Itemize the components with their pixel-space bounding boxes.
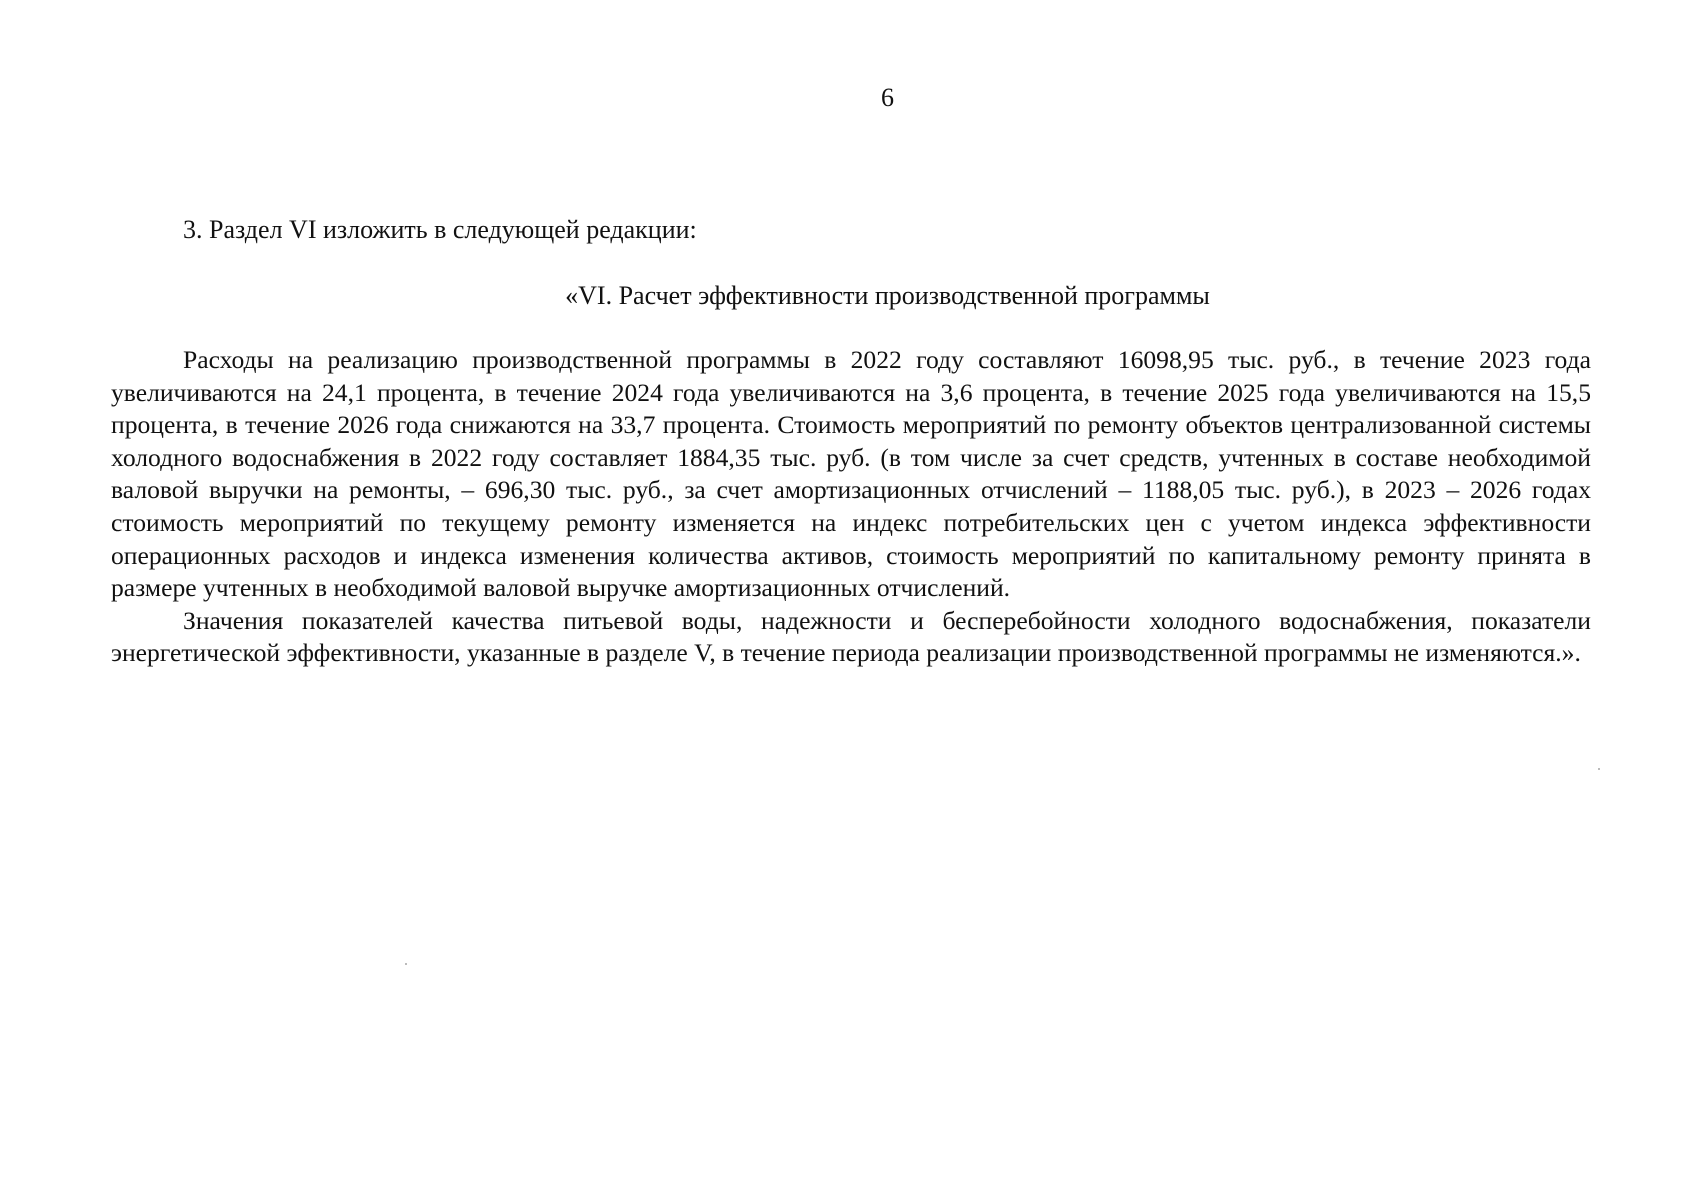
section-body: [111, 344, 1591, 670]
paragraph-indicators: Значения показателей качества питьевой воды, надежности и бесперебойности холодного водоснабжения, показатели энергетической эффективности, указанные в разделе V, в течение периода реализации производственной программы не изменяются.».: [111, 605, 1591, 668]
scan-artifact: [405, 963, 407, 965]
scan-artifact: [1598, 768, 1600, 770]
paragraph-expenses: Расходы на реализацию производственной программы в 2022 году составляют 16098,95 тыс. руб., в течение 2023 года увеличиваются на 24,1 процента, в течение 2024 года увеличиваются на 3,6 процента, в течение 2025 года увеличиваются на 15,5 процента, в течение 2026 года снижаются на 33,7 процента. Стоимость мероприятий по ремонту объектов централизованной системы холодного водоснабжения в 2022 году составляет 1884,35 тыс. руб. (в том числе за счет средств, учтенных в составе необходимой валовой выручки на ремонты, – 696,30 тыс. руб., за счет амортизационных отчислений – 1188,05 тыс. руб.), в 2023 – 2026 годах стоимость мероприятий по текущему ремонту изменяется на индекс потребительских цен с учетом индекса эффективности операционных расходов и индекса изменения количества активов, стоимость мероприятий по капитальному ремонту принята в размере учтенных в необходимой валовой выручке амортизационных отчислений.: [111, 345, 1591, 603]
page-number: 6: [881, 83, 894, 112]
section-heading: «VI. Расчет эффективности производственной программы: [565, 281, 1210, 310]
amendment-intro-line: 3. Раздел VI изложить в следующей редакции:: [183, 215, 697, 244]
